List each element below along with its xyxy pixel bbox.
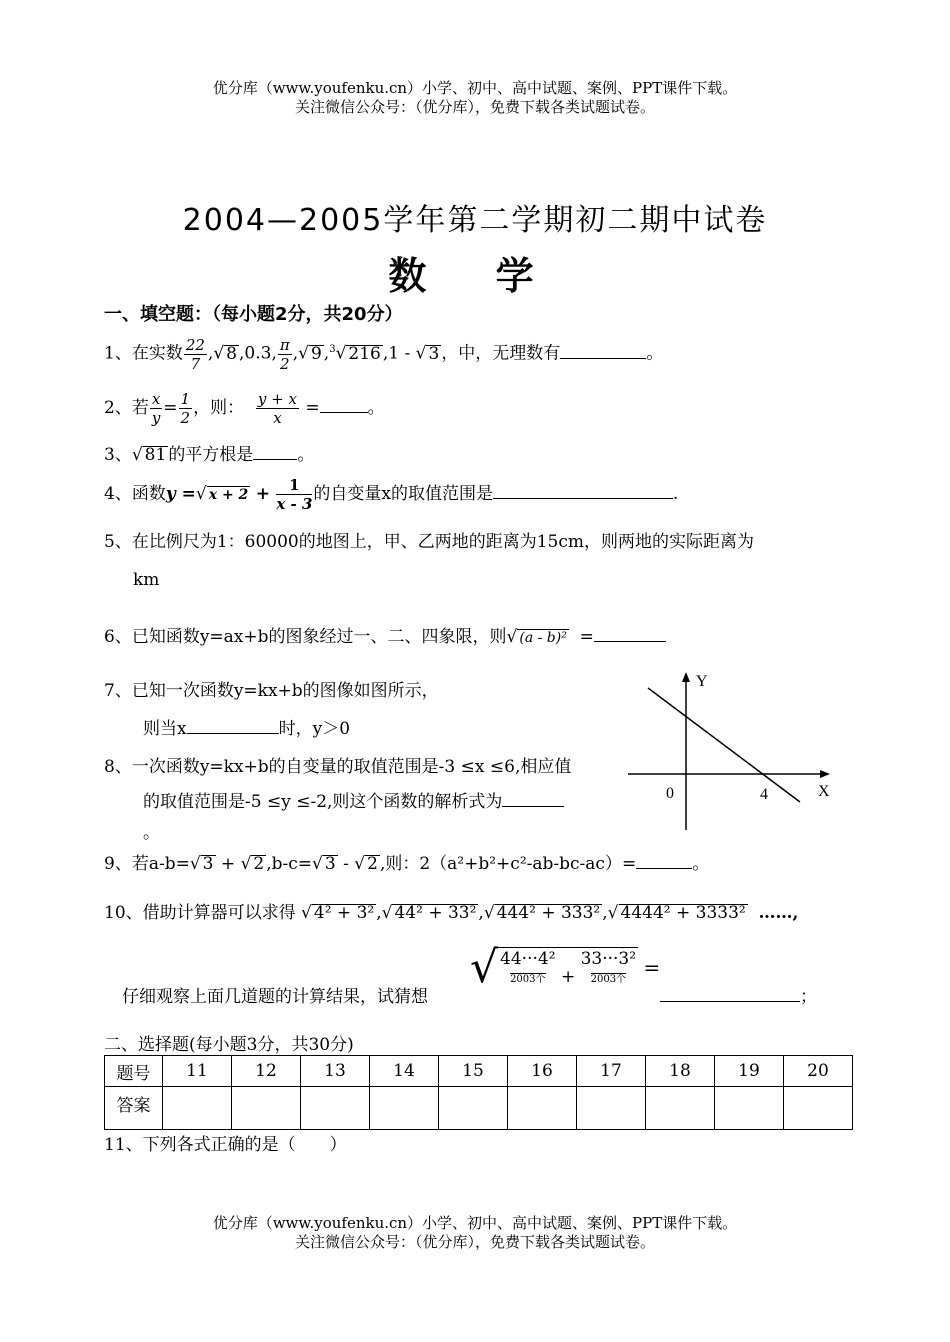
- answer-cell-18[interactable]: [646, 1087, 715, 1130]
- question-4: 4、函数y =√ x + 2 + $\frac{1}{x - 3}$ 的自变量x的取值范围是 .: [104, 476, 679, 513]
- table-answer-label: 答案: [105, 1087, 163, 1130]
- q3-root-81: 81: [144, 445, 167, 465]
- exam-subject: 数 学: [388, 254, 562, 298]
- answer-cell-17[interactable]: [577, 1087, 646, 1130]
- table-number-14: 14: [370, 1056, 439, 1087]
- question-10-line-1: 10、借助计算器可以求得 √ 4² + 3² ,√ 44² + 33² ,√ 444² + 333² ,√ 4444² + 3333² ……,: [104, 903, 799, 923]
- q10-root-1: 4² + 3²: [313, 903, 375, 923]
- answer-cell-16[interactable]: [508, 1087, 577, 1130]
- table-number-19: 19: [715, 1056, 784, 1087]
- q4-root-x-plus-2: x + 2: [208, 487, 249, 503]
- question-5-line-1: 5、在比例尺为1：60000的地图上，甲、乙两地的距离为15cm，则两地的实际距离为: [104, 532, 754, 552]
- table-number-12: 12: [232, 1056, 301, 1087]
- answer-cell-11[interactable]: [163, 1087, 232, 1130]
- q6-root-expression: (a - b)²: [519, 630, 567, 646]
- q9-answer-blank[interactable]: [636, 852, 692, 869]
- answer-cell-19[interactable]: [715, 1087, 784, 1130]
- answer-cell-14[interactable]: [370, 1087, 439, 1130]
- q1-prefix: 1、在实数: [104, 343, 183, 364]
- header-line-1: 优分库（www.youfenku.cn）小学、初中、高中试题、案例、PPT课件下载。: [212, 79, 738, 97]
- origin-label: 0: [666, 785, 674, 802]
- answer-cell-13[interactable]: [301, 1087, 370, 1130]
- footer-line-1: 优分库（www.youfenku.cn）小学、初中、高中试题、案例、PPT课件下载。: [212, 1214, 738, 1232]
- q3-answer-blank[interactable]: [253, 443, 297, 460]
- q1-cube-root-216: 216: [348, 343, 381, 364]
- q1-root-8: 8: [226, 343, 237, 364]
- q1-root-3: 3: [428, 343, 440, 364]
- q4-answer-blank[interactable]: [493, 482, 673, 499]
- table-header-label: 题号: [105, 1056, 163, 1087]
- question-3: 3、√ 81 的平方根是 。: [104, 445, 315, 465]
- answer-cell-15[interactable]: [439, 1087, 508, 1130]
- footer-line-2: 关注微信公众号：（优分库），免费下载各类试题试卷。: [294, 1233, 655, 1251]
- x-axis-arrow: [820, 770, 830, 778]
- answer-cell-12[interactable]: [232, 1087, 301, 1130]
- question-8-line-3: 。: [143, 823, 160, 843]
- question-8-line-1: 8、一次函数y=kx+b的自变量的取值范围是-3 ≤x ≤6,相应值: [104, 757, 572, 777]
- q1-answer-blank[interactable]: [560, 342, 646, 359]
- q1-fraction-pi-2: $\frac{\pi}{2}$: [279, 335, 290, 373]
- q2-fraction-x-y: $\frac{x}{y}$: [151, 390, 161, 427]
- table-number-17: 17: [577, 1056, 646, 1087]
- table-number-20: 20: [784, 1056, 853, 1087]
- y-axis-arrow: [682, 672, 690, 682]
- y-axis-label: Y: [696, 673, 708, 690]
- question-2: 2、若 $\frac{x}{y}$ = $\frac{1}{2}$ ，则： $\frac{y + x}{x}$ = 。: [104, 390, 385, 427]
- table-number-15: 15: [439, 1056, 508, 1087]
- q10-answer-blank[interactable]: [660, 985, 800, 1002]
- table-number-13: 13: [301, 1056, 370, 1087]
- q10-root-3: 444² + 333²: [496, 903, 601, 923]
- q2-fraction-yx-x: $\frac{y + x}{x}$: [257, 390, 297, 427]
- q2-answer-blank[interactable]: [320, 396, 368, 413]
- linear-function-graph: [620, 668, 840, 838]
- q10-guess-expression: √ 44···4² 2003个 + 33···3² 2003个 =: [470, 942, 661, 993]
- question-5-line-2: km: [133, 570, 160, 590]
- q1-fraction-22-7: $\frac{22}{7}$: [185, 335, 205, 373]
- section-2-heading: 二、选择题(每小题3分，共30分): [104, 1035, 354, 1055]
- question-7-line-1: 7、已知一次函数y=kx+b的图像如图所示，: [104, 681, 439, 701]
- q2-fraction-1-2: $\frac{1}{2}$: [180, 390, 191, 427]
- q8-answer-blank[interactable]: [502, 790, 564, 807]
- table-number-16: 16: [508, 1056, 577, 1087]
- question-10-line-2: 仔细观察上面几道题的计算结果，试猜想: [122, 987, 428, 1007]
- section-1-heading: 一、填空题：（每小题2分，共20分）: [104, 304, 403, 325]
- question-6: 6、已知函数y=ax+b的图象经过一、二、四象限，则√ (a - b)² =: [104, 622, 666, 647]
- q10-root-2: 44² + 33²: [394, 903, 477, 923]
- question-8-line-2: 的取值范围是-5 ≤y ≤-2,则这个函数的解析式为: [143, 787, 564, 812]
- answer-table: [104, 1055, 853, 1130]
- x-intercept-label: 4: [760, 786, 768, 803]
- exam-title: 2004—2005学年第二学期初二期中试卷: [182, 203, 768, 238]
- question-7-line-2: 则当x 时，y＞0: [143, 719, 351, 739]
- table-number-11: 11: [163, 1056, 232, 1087]
- question-1: 1、在实数 $\frac{22}{7}$ ,√ 8 ,0.3, $\frac{\pi}{2}$ ,√ 9 ,$^3$√ 216 ,1 - √ 3 ，中，无理数有 。: [104, 335, 664, 373]
- q10-root-4: 4444² + 3333²: [620, 903, 746, 923]
- q4-fraction: $\frac{1}{x - 3}$: [276, 476, 313, 513]
- q1-root-9: 9: [310, 343, 322, 364]
- q6-answer-blank[interactable]: [594, 625, 666, 642]
- answer-cell-20[interactable]: [784, 1087, 853, 1130]
- q7-answer-blank[interactable]: [187, 717, 279, 734]
- q10-answer-line: ；: [660, 982, 817, 1007]
- x-axis-label: X: [818, 783, 830, 800]
- table-number-18: 18: [646, 1056, 715, 1087]
- header-line-2: 关注微信公众号：（优分库），免费下载各类试题试卷。: [294, 98, 655, 116]
- question-11: 11、下列各式正确的是（ ）: [104, 1135, 347, 1155]
- question-9: 9、若a-b=√ 3 + √ 2 ,b-c=√ 3 - √ 2 ,则：2（a²+b²+c²-ab-bc-ac）= 。: [104, 854, 710, 874]
